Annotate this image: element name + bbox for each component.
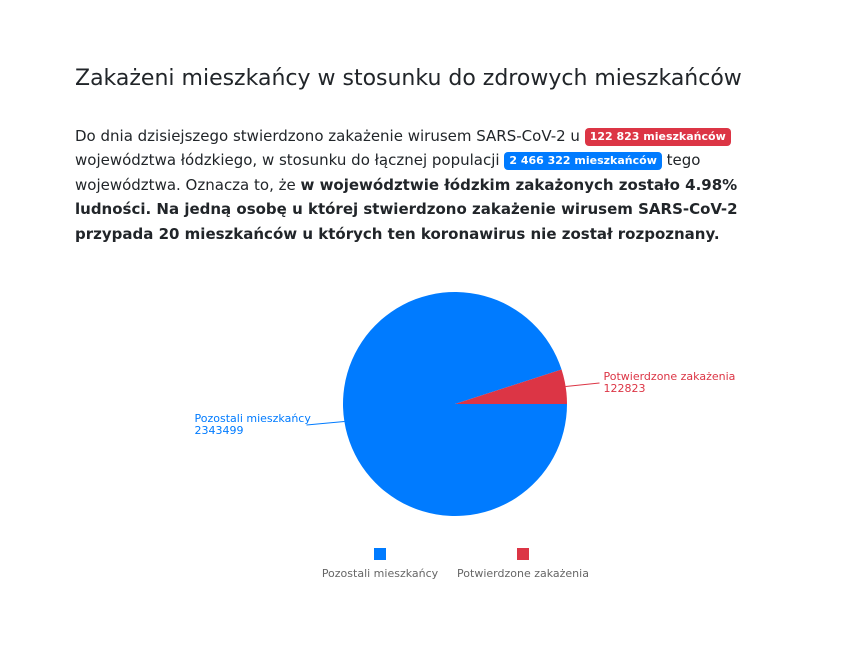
label-pozostali-mieszkancy: Pozostali mieszkańcy — [194, 412, 311, 425]
slice-pozostali-mieszkancy[interactable] — [343, 292, 567, 516]
description-text-3: tego województwa. Oznacza to, że — [75, 151, 701, 194]
legend-label-potwierdzone-zakazenia[interactable]: Potwierdzone zakażenia — [457, 567, 589, 580]
description-text-1: Do dnia dzisiejszego stwierdzono zakażenie wirusem SARS-CoV-2 u — [75, 127, 585, 145]
label-potwierdzone-zakazenia: Potwierdzone zakażenia — [603, 370, 736, 383]
description-paragraph — [75, 124, 805, 246]
description-text-2: województwa łódzkiego, w stosunku do łącznej populacji — [75, 151, 505, 170]
legend-swatch-potwierdzone-zakazenia[interactable] — [517, 548, 529, 560]
pie-chart — [0, 270, 860, 590]
value-potwierdzone-zakazenia: 122823 — [603, 382, 646, 395]
population-count-badge: 2 466 322 mieszkańców — [504, 152, 662, 170]
legend-label-pozostali-mieszkancy[interactable]: Pozostali mieszkańcy — [321, 567, 439, 580]
description-bold-summary: w województwie łódzkim zakażonych zostało 4.98% ludności. Na jedną osobę u której stwierdzono zakażenie wirusem SARS-CoV-2 przypada 20 mieszkańców u których ten koronawirus nie został rozpoznany. — [75, 175, 738, 243]
value-pozostali-mieszkancy: 2343499 — [194, 424, 244, 437]
pie-chart-svg — [0, 270, 860, 590]
legend-swatch-pozostali-mieszkancy[interactable] — [374, 548, 386, 560]
leader-line-potwierdzone-zakazenia — [566, 383, 600, 387]
leader-line-pozostali-mieszkancy — [307, 422, 345, 426]
infected-count-badge: 122 823 mieszkańców — [585, 128, 731, 146]
page-title: Zakażeni mieszkańcy w stosunku do zdrowych mieszkańców — [75, 66, 742, 91]
content — [75, 64, 805, 246]
